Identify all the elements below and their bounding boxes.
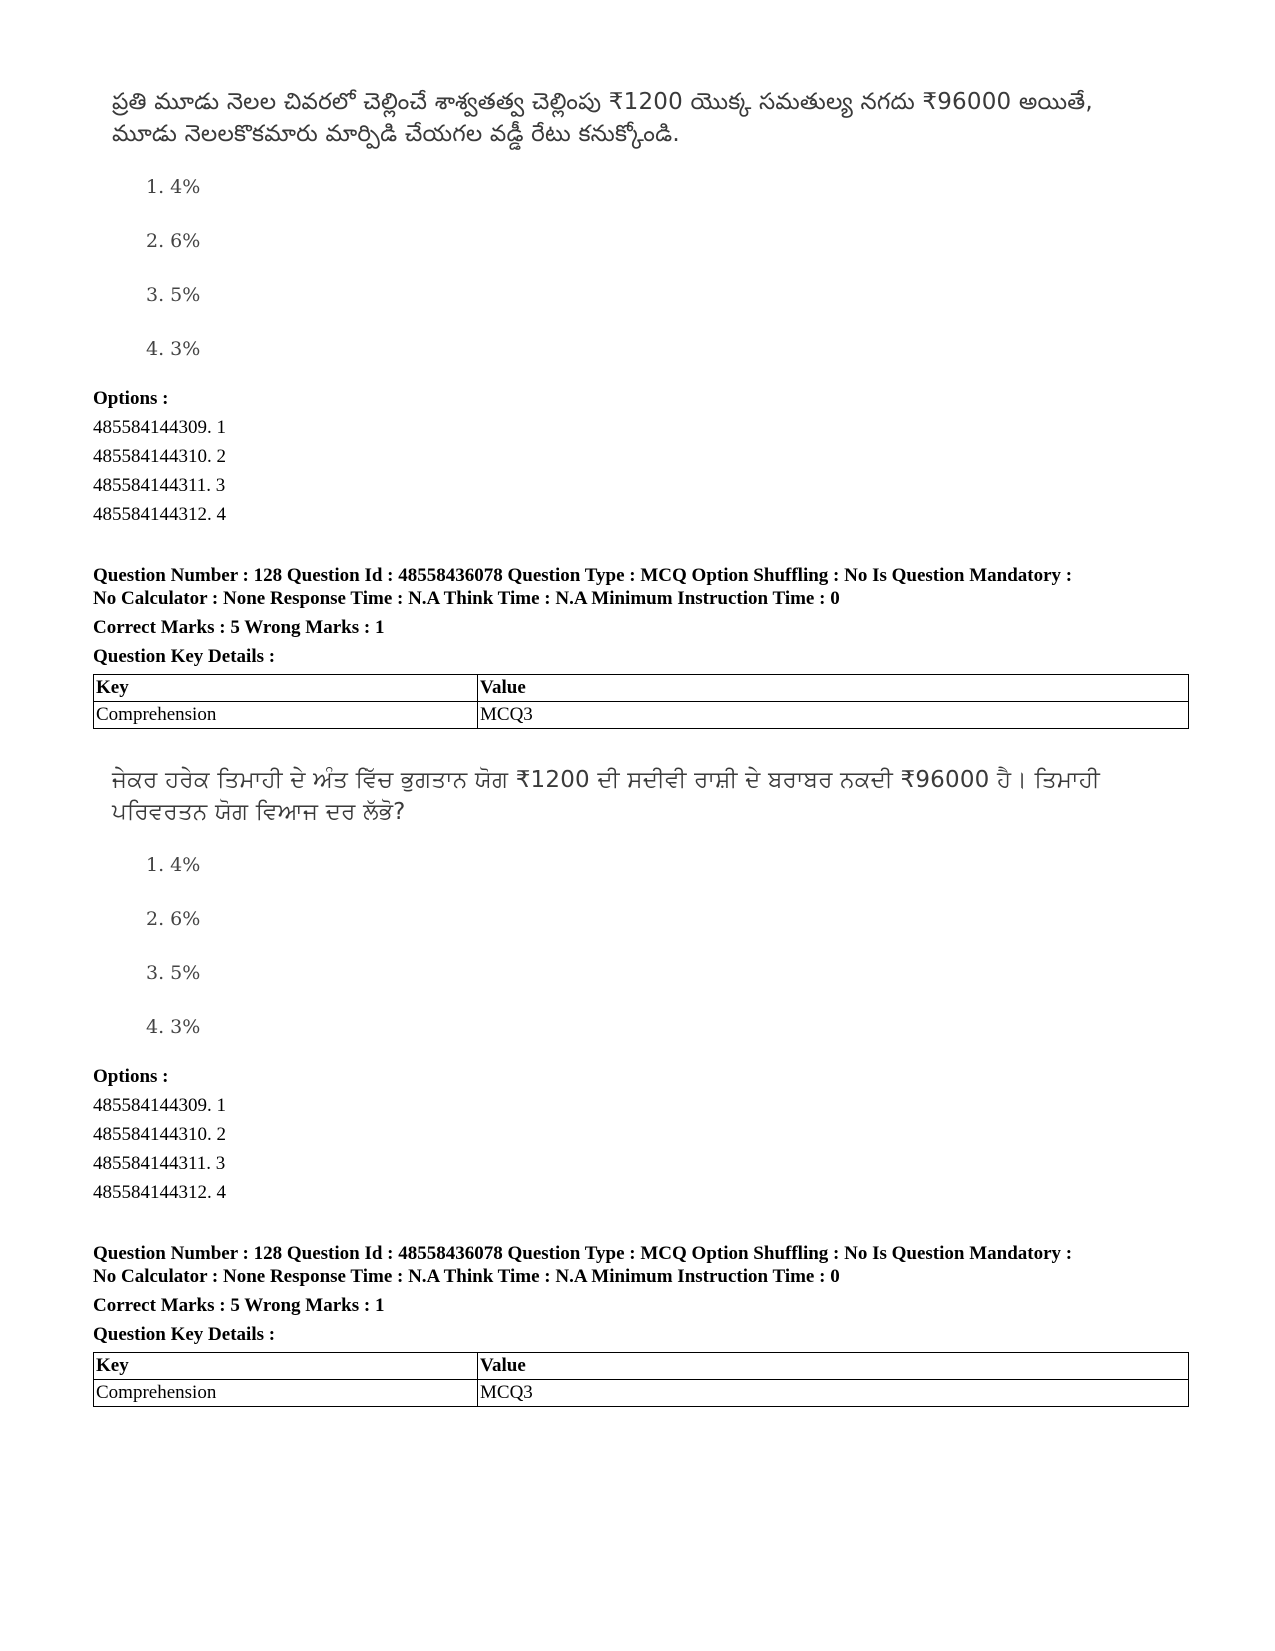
- question-choice: 3. 5%: [146, 284, 201, 306]
- meta-line: No Calculator : None Response Time : N.A Think Time : N.A Minimum Instruction Time : 0: [93, 588, 840, 609]
- options-heading: Options :: [93, 388, 169, 409]
- marks-line: Correct Marks : 5 Wrong Marks : 1: [93, 617, 385, 638]
- question-choice: 2. 6%: [146, 908, 201, 930]
- key-details-heading: Question Key Details :: [93, 1324, 276, 1345]
- meta-line: No Calculator : None Response Time : N.A Think Time : N.A Minimum Instruction Time : 0: [93, 1266, 840, 1287]
- table-header-row: [94, 1353, 1189, 1380]
- options-list: [93, 1062, 226, 1207]
- option-id: 485584144310. 2: [93, 1124, 226, 1145]
- table-row: [94, 702, 1189, 729]
- table-cell-value: MCQ3: [478, 702, 1189, 729]
- option-id: 485584144310. 2: [93, 446, 226, 467]
- marks-line: Correct Marks : 5 Wrong Marks : 1: [93, 1295, 385, 1316]
- option-id: 485584144309. 1: [93, 417, 226, 438]
- question-choices: [112, 172, 1152, 388]
- option-id: 485584144311. 3: [93, 475, 226, 496]
- meta-line: Question Number : 128 Question Id : 48558436078 Question Type : MCQ Option Shuffling : No Is Question Mandatory :: [93, 1243, 1073, 1264]
- table-cell-value: MCQ3: [478, 1380, 1189, 1407]
- question-text: ਜੇਕਰ ਹਰੇਕ ਤਿਮਾਹੀ ਦੇ ਅੰਤ ਵਿੱਚ ਭੁਗਤਾਨ ਯੋਗ ₹1200 ਦੀ ਸਦੀਵੀ ਰਾਸ਼ੀ ਦੇ ਬਰਾਬਰ ਨਕਦੀ ₹96000 ਹੈ। ਤਿਮਾਹੀ ਪਰਿਵਰਤਨ ਯੋਗ ਵਿਆਜ ਦਰ ਲੱਭੋ?: [112, 767, 1101, 825]
- table-cell-key: Comprehension: [94, 702, 478, 729]
- options-list: [93, 384, 226, 529]
- table-cell-key: Comprehension: [94, 1380, 478, 1407]
- meta-line: Question Number : 128 Question Id : 48558436078 Question Type : MCQ Option Shuffling : No Is Question Mandatory :: [93, 565, 1073, 586]
- option-id: 485584144311. 3: [93, 1153, 226, 1174]
- question-meta: [93, 564, 1203, 668]
- table-row: [94, 1380, 1189, 1407]
- option-id: 485584144309. 1: [93, 1095, 226, 1116]
- question-image-telugu: [112, 86, 1152, 388]
- question-text: ప్రతి మూడు నెలల చివరలో చెల్లించే శాశ్వతత్వ చెల్లింపు ₹1200 యొక్క సమతుల్య నగదు ₹96000 అయితే, మూడు నెలలకొకమారు మార్పిడి చేయగల వడ్డీ రేటు కనుక్కోండి.: [112, 89, 1093, 147]
- question-image-punjabi: [112, 764, 1152, 1066]
- table-header-value: Value: [478, 1353, 1189, 1380]
- question-choice: 3. 5%: [146, 962, 201, 984]
- table-header-value: Value: [478, 675, 1189, 702]
- question-choice: 4. 3%: [146, 1016, 201, 1038]
- key-details-heading: Question Key Details :: [93, 646, 276, 667]
- question-choices: [112, 850, 1152, 1066]
- question-choice: 4. 3%: [146, 338, 201, 360]
- table-header-key: Key: [94, 1353, 478, 1380]
- table-header-row: [94, 675, 1189, 702]
- key-value-table: [93, 1352, 1189, 1407]
- question-meta: [93, 1242, 1203, 1346]
- options-heading: Options :: [93, 1066, 169, 1087]
- question-choice: 2. 6%: [146, 230, 201, 252]
- key-value-table: [93, 674, 1189, 729]
- option-id: 485584144312. 4: [93, 504, 226, 525]
- question-choice: 1. 4%: [146, 854, 201, 876]
- question-choice: 1. 4%: [146, 176, 201, 198]
- table-header-key: Key: [94, 675, 478, 702]
- option-id: 485584144312. 4: [93, 1182, 226, 1203]
